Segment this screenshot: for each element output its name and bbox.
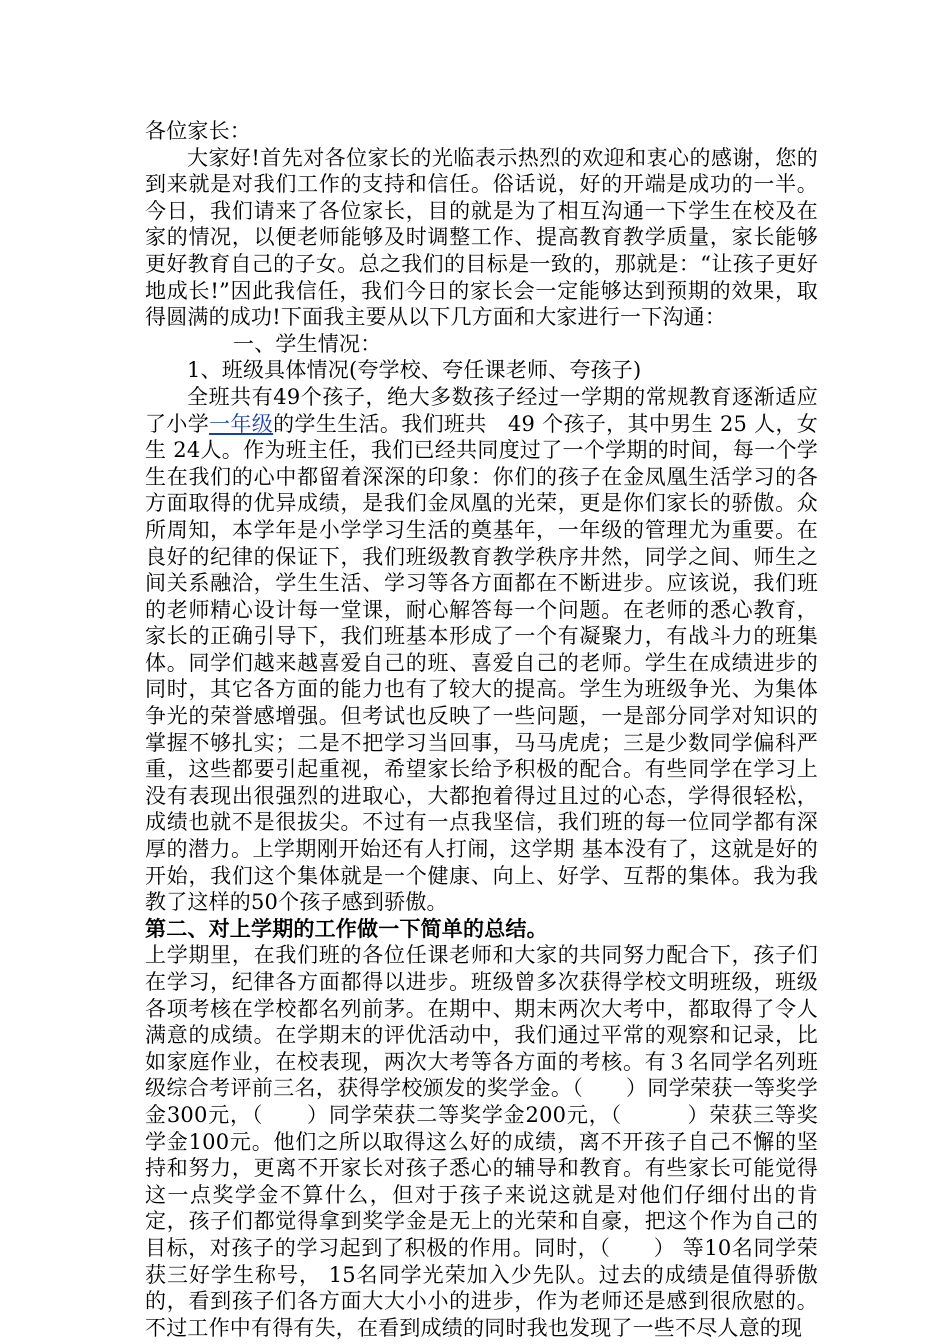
grade-one-link[interactable]: 一年级 (209, 411, 274, 436)
greeting: 各位家长： (145, 119, 251, 143)
section1-title: 一、学生情况： (233, 331, 382, 356)
section2-title: 第二、对上学期的工作做一下简单的总结。 (145, 915, 548, 941)
intro-paragraph: 大家好!首先对各位家长的光临表示热烈的欢迎和衷心的感谢，您的到来就是对我们工作的支持和信任。俗话说，好的开端是成功的一半。今日，我们请来了各位家长，目的就是为了相互沟通一下学生在校及在家的情况，以便老师能够及时调整工作、提高教育教学质量，家长能够更好教育自己的子女。总之我们的目标是一致的，那就是：“让孩子更好地成长!”因此我信任，我们今日的家长会一定能够达到预期的效果，取得圆满的成功!下面我主要从以下几方面和大家进行一下沟通： (145, 145, 818, 330)
para1-text-after-link: 的学生生活。我们班共 49 个孩子，其中男生 25 人，女生 24人。作为班主任，我们已经共同度过了一个学期的时间，每一个学生在我们的心中都留着深深的印象：你们的孩子在金凤凰生活学习的各方面取得的优异成绩，是我们金凤凰的光荣，更是你们家长的骄傲。众所周知，本学年是小学学习生活的奠基年，一年级的管理尤为重要。在良好的纪律的保证下，我们班级教育教学秩序井然，同学之间、师生之间关系融洽，学生生活、学习等各方面都在不断进步。应该说，我们班的老师精心设计每一堂课，耐心解答每一个问题。在老师的悉心教育，家长的正确引导下，我们班基本形成了一个有凝聚力，有战斗力的班集体。同学们越来越喜爱自己的班、喜爱自己的老师。学生在成绩进步的同时，其它各方面的能力也有了较大的提高。学生为班级争光、为集体争光的荣誉感增强。但考试也反映了一些问题，一是部分同学对知识的掌握不够扎实；二是不把学习当回事，马马虎虎；三是少数同学偏科严重，这些都要引起重视，希望家长给予积极的配合。有些同学在学习上没有表现出很强烈的进取心，大都抱着得过且过的心态，学得很轻松，成绩也就不是很拔尖。不过有一点我坚信，我们班的每一位同学都有深厚的潜力。上学期刚开始还有人打闹，这学期 基本没有了，这就是好的开始，我们这个集体就是一个健康、向上、好学、互帮的集体。我为我教了这样的50个孩子感到骄傲。 (145, 411, 818, 915)
class-situation-paragraph (145, 384, 818, 916)
subsection1-title: 1、班级具体情况(夸学校、夸任课老师、夸孩子) (187, 358, 642, 383)
last-term-summary-paragraph: 上学期里，在我们班的各位任课老师和大家的共同努力配合下，孩子们在学习，纪律各方面都得以进步。班级曾多次获得学校文明班级，班级各项考核在学校都名列前茅。在期中、期末两次大考中，都取得了令人满意的成绩。在学期末的评优活动中，我们通过平常的观察和记录，比如家庭作业，在校表现，两次大考等各方面的考核。有３名同学名列班级综合考评前三名，获得学校颁发的奖学金。（ ）同学荣获一等奖学金300元，（ ）同学荣获二等奖学金200元，（ ）荣获三等奖学金100元。他们之所以取得这么好的成绩，离不开孩子自己不懈的坚持和努力，更离不开家长对孩子悉心的辅导和教育。有些家长可能觉得这一点奖学金不算什么，但对于孩子来说这就是对他们仔细付出的肯定，孩子们都觉得拿到奖学金是无上的光荣和自豪，把这个作为自己的目标，对孩子的学习起到了积极的作用。同时，（ ） 等10名同学荣获三好学生称号， 15名同学光荣加入少先队。过去的成绩是值得骄傲的，看到孩子们各方面大大小小的进步，作为老师还是感到很欣慰的。不过工作中有得有失，在看到成绩的同时我也发现了一些不尽人意的现 (145, 943, 818, 1340)
para1-text-before-link: 全班共有49个孩子，绝大多数孩子经过一学期的常规教育逐渐适应了小学 (145, 384, 818, 436)
